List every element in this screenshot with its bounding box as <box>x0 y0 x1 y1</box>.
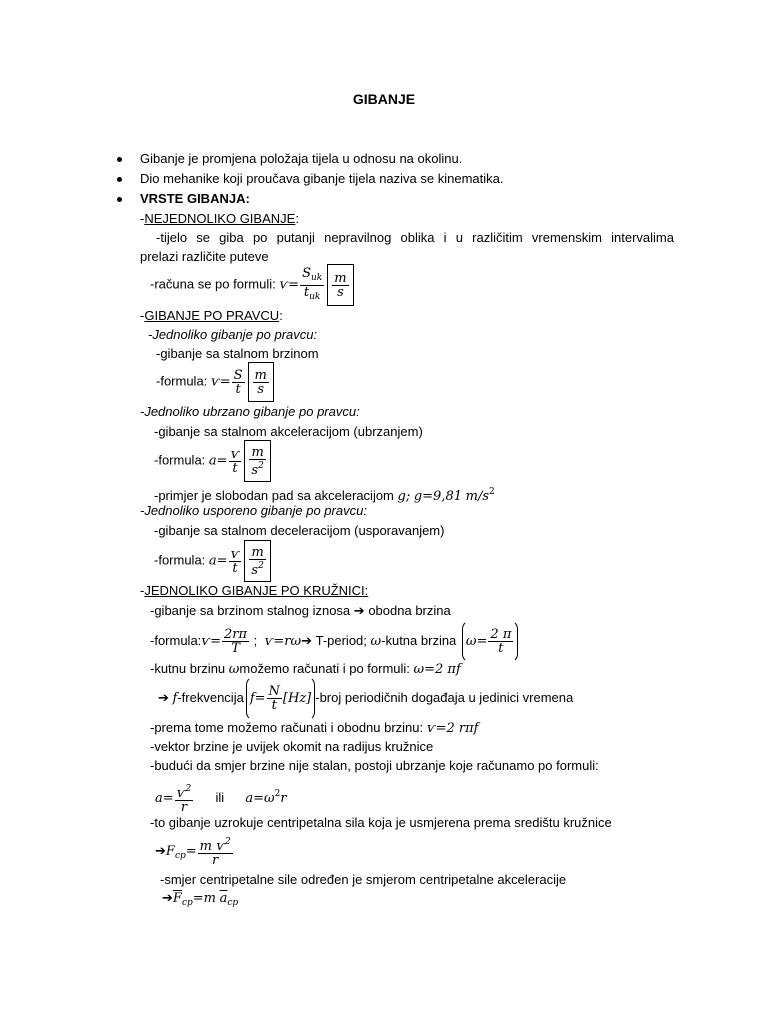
nejednoliko-formula: -računa se po formuli: ѵ= $\frac{S_{uk}}{t_{uk}}$ $\frac{m}{s}$ <box>150 264 354 306</box>
pravac-formula-2: -formula: a= $\frac{ѵ}{t}$ $\frac{m}{s^2}$ <box>154 440 271 482</box>
intro-line-2: Dio mehanike koji proučava gibanje tijela naziva se kinematika. <box>140 171 504 186</box>
pravac-formula-3: -formula: a= $\frac{ѵ}{t}$ $\frac{m}{s^2}$ <box>154 540 271 582</box>
unit-bracket: $\frac{m}{s^2}$ <box>244 540 270 582</box>
vector-formula: $➔\overline{F}_{cp}=m$ $\overline{a}_{cp}$ <box>162 891 239 908</box>
intro-line-1: Gibanje je promjena položaja tijela u odnosu na okolinu. <box>140 151 463 166</box>
pravac-ubrzano-desc: -gibanje sa stalnom akceleracijom (ubrzanjem) <box>154 424 423 439</box>
pravac-usporeno-desc: -gibanje sa stalnom deceleracijom (usporavanjem) <box>154 523 445 538</box>
fraction: $\frac{2r\pi}{T}$ <box>224 627 248 656</box>
pravac-jednoliko-desc: -gibanje sa stalnom brzinom <box>156 346 319 361</box>
arrow-right-icon: ➔ <box>301 633 312 649</box>
fraction: $\frac{S_{uk}}{t_{uk}}$ <box>302 265 323 302</box>
pravac-ubrzano: -Jednoliko ubrzano gibanje po pravcu: <box>140 404 360 419</box>
nejednoliko-desc-1: -tijelo se giba po putanji nepravilnog oblika i u različitim vremenskim intervalima <box>156 230 674 245</box>
pravac-jednoliko: -Jednoliko gibanje po pravcu: <box>148 327 318 342</box>
page-title: GIBANJE <box>352 91 416 107</box>
nejednoliko-desc-2: prelazi različite puteve <box>140 249 269 264</box>
kutnu-brzinu-line: -kutnu brzinu ωmožemo računati i po formuli: ω=2 πf <box>150 661 461 677</box>
pravac-usporeno: -Jednoliko usporeno gibanje po pravcu: <box>140 503 367 518</box>
arrow-right-icon: ➔ <box>155 844 166 859</box>
fraction: $\frac{ѵ^2}{r}$ <box>176 784 192 816</box>
to-gibanje-line: -to gibanje uzrokuje centripetalna sila koja je usmjerena prema središtu kružnice <box>150 815 612 830</box>
pravac-heading: -GIBANJE PO PRAVCU: <box>140 308 283 323</box>
arrow-right-icon: ➔ <box>353 604 365 619</box>
fraction: $\frac{ѵ}{t}$ <box>230 546 240 576</box>
unit-bracket: $\frac{m}{s^2}$ <box>244 440 270 482</box>
pravac-primjer: -primjer je slobodan pad sa akceleracijom g; g=9,81 $m/s^2$ <box>154 487 495 504</box>
arrow-right-icon: ➔ <box>162 891 173 906</box>
kruznica-formula: -formula:ѵ= $\frac{2r\pi}{T}$ ; ѵ=rω➔ T-period; ω-kutna brzina ω= $\frac{2 \pi}{t}$ <box>150 620 518 663</box>
pravac-formula-1: -formula: ѵ= $\frac{S}{t}$ $\frac{m}{s}$ <box>156 362 274 402</box>
vektor-line: -vektor brzine je uvijek okomit na radijus kružnice <box>150 739 434 754</box>
kruznica-desc: -gibanje sa brzinom stalnog iznosa ➔ obodna brzina <box>150 603 451 619</box>
prema-tome-line: -prema tome možemo računati i obodnu brzinu: ѵ=2 rπf <box>150 720 479 736</box>
fraction: $\frac{S}{t}$ <box>233 367 243 397</box>
bullet-marker <box>117 157 122 162</box>
intro-line-3: VRSTE GIBANJA: <box>140 191 250 206</box>
fraction: $\frac{m ѵ^2}{r}$ <box>199 837 231 869</box>
unit-bracket: $\frac{m}{s}$ <box>327 264 353 306</box>
unit-bracket: $\frac{m}{s}$ <box>248 362 274 402</box>
nejednoliko-heading: -NEJEDNOLIKO GIBANJE: <box>140 211 299 226</box>
smjer-line: -smjer centripetalne sile određen je smjerom centripetalne akceleracije <box>160 872 567 887</box>
buduci-line: -budući da smjer brzine nije stalan, postoji ubrzanje koje računamo po formuli: <box>150 758 599 773</box>
bullet-marker <box>117 177 122 182</box>
ubrzanje-formula: a= $\frac{ѵ^2}{r}$ ili $a=\omega^2r$ <box>155 784 287 816</box>
arrow-right-icon: ➔ <box>158 690 169 706</box>
paren-group: f= $\frac{N}{t}$ [Hz] <box>246 676 315 721</box>
paren-group: ω= $\frac{2 \pi}{t}$ <box>462 620 518 663</box>
fraction: $\frac{ѵ}{t}$ <box>230 446 240 476</box>
fcp-formula: $➔F_{cp}=$ $\frac{m ѵ^2}{r}$ <box>155 837 231 869</box>
kruznica-heading: -JEDNOLIKO GIBANJE PO KRUŽNICI: <box>140 583 369 598</box>
bullet-marker <box>117 197 122 202</box>
frekvencija-line: ➔ f-frekvencija f= $\frac{N}{t}$ [Hz] -broj periodičnih događaja u jedinici vremena <box>158 676 573 721</box>
